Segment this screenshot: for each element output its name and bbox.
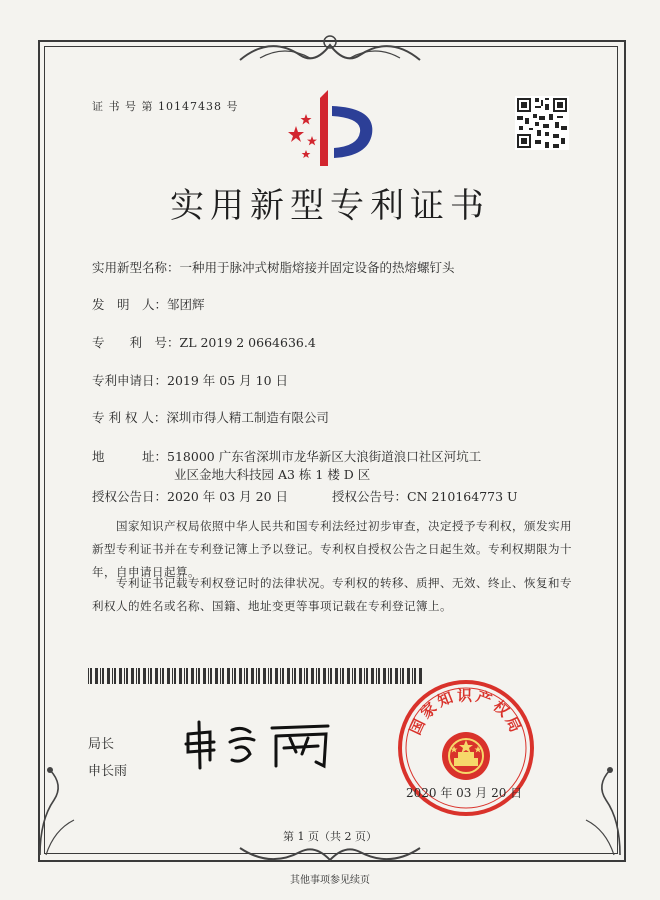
patentee-value: 深圳市得人精工制造有限公司: [166, 410, 329, 425]
legal-status-paragraph: 专利证书记载专利权登记时的法律状况。专利权的转移、质押、无效、终止、恢复和专利权人的姓名或名称、国籍、地址变更等事项记载在专利登记簿上。: [92, 576, 572, 613]
announce-number-value: CN 210164773 U: [407, 489, 518, 504]
bottom-right-ornament: [566, 760, 626, 860]
patentee-label: 专 利 权 人：: [92, 410, 167, 425]
cnipa-logo: [276, 86, 384, 174]
patentee-row: [92, 408, 329, 426]
model-name-label: 实用新型名称：: [92, 260, 180, 275]
address-row-2: [174, 465, 370, 483]
bottom-ornament: [230, 840, 430, 870]
address-value-line1: 518000 广东省深圳市龙华新区大浪街道浪口社区河坑工: [167, 449, 482, 464]
handwritten-signature: [180, 712, 340, 772]
address-row: [92, 447, 481, 465]
patent-number-value: ZL 2019 2 0664636.4: [179, 335, 316, 350]
filing-date-label: 专利申请日：: [92, 373, 168, 388]
filing-date-row: [92, 371, 288, 389]
patent-number-row: [92, 333, 316, 351]
bottom-left-ornament: [34, 760, 94, 860]
announce-date-row: [92, 487, 288, 505]
announce-date-label: 授权公告日：: [92, 489, 168, 504]
director-title: 局长: [88, 737, 115, 752]
page-number: 第 1 页（共 2 页）: [283, 830, 377, 843]
address-label: 地 址：: [92, 449, 168, 464]
announce-number-label: 授权公告号：: [332, 489, 408, 504]
inventor-label: 发 明 人：: [92, 297, 168, 312]
footer-note: 其他事项参见续页: [290, 875, 370, 886]
barcode: [88, 668, 424, 684]
qr-code: [515, 96, 569, 150]
top-ornament: [230, 30, 430, 70]
certificate-number: 证 书 号 第 10147438 号: [92, 100, 239, 113]
inventor-value: 邹团辉: [167, 297, 205, 312]
address-value-line2: 业区金地大科技园 A3 栋 1 楼 D 区: [174, 467, 371, 482]
seal-text: 国家知识产权局: [406, 686, 526, 738]
director-name: 申长雨: [88, 764, 128, 779]
seal-date: 2020 年 03 月 20 日: [406, 786, 523, 800]
certificate-title: 实用新型专利证书: [170, 186, 490, 226]
model-name-value: 一种用于脉冲式树脂熔接并固定设备的热熔螺钉头: [179, 260, 455, 275]
model-name-row: [92, 258, 455, 276]
svg-text:国家知识产权局: [406, 686, 526, 737]
decision-paragraph: 国家知识产权局依照中华人民共和国专利法经过初步审查，决定授予专利权，颁发实用新型专利证书并在专利登记簿上予以登记。专利权自授权公告之日起生效。专利权期限为十年，自申请日起算。: [92, 519, 572, 579]
filing-date-value: 2019 年 05 月 10 日: [167, 373, 289, 388]
inventor-row: [92, 295, 205, 313]
announce-date-value: 2020 年 03 月 20 日: [167, 489, 289, 504]
patent-number-label: 专 利 号：: [92, 335, 180, 350]
announce-number-row: [332, 487, 518, 505]
